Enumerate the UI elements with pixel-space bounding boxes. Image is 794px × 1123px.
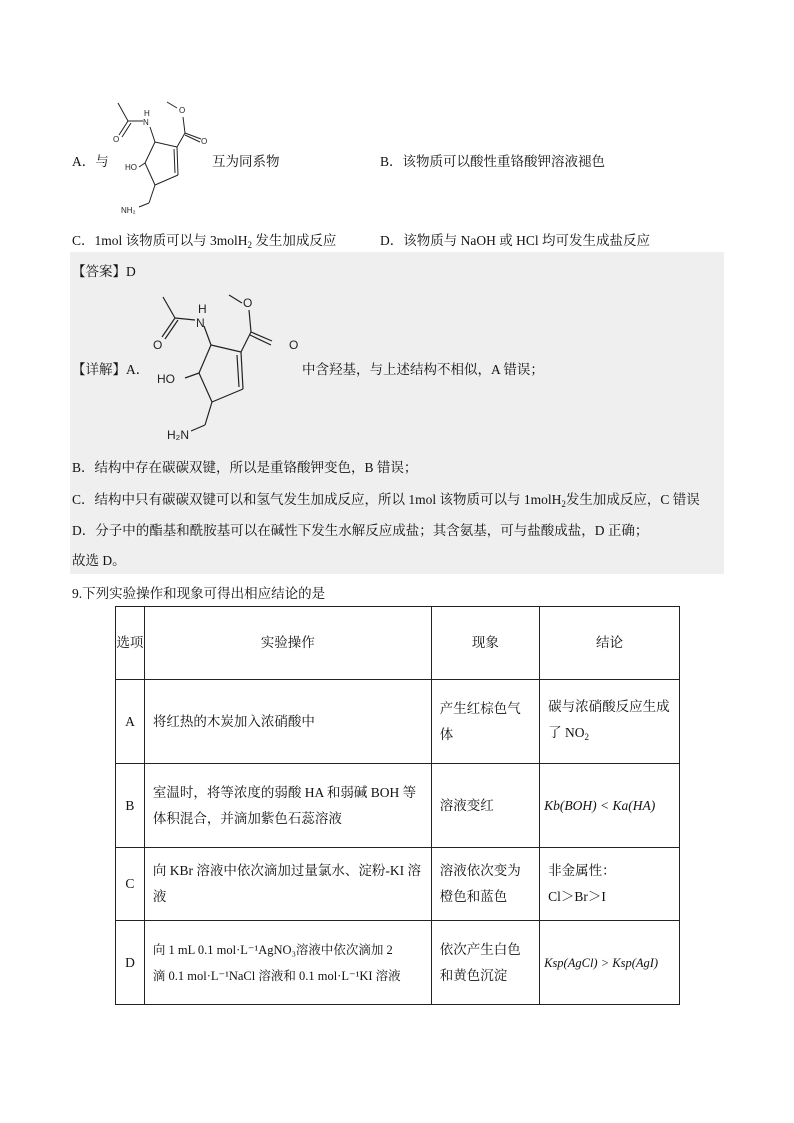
option-d: D．该物质与 NaOH 或 HCl 均可发生成盐反应	[380, 233, 650, 248]
row-c-option: C	[116, 848, 145, 921]
detail-a-suffix: 中含羟基，与上述结构不相似，A 错误；	[302, 362, 544, 377]
row-d-conclusion	[540, 921, 680, 1005]
table-row	[116, 764, 680, 848]
table-header-row	[116, 607, 680, 680]
mol-large-o1: O	[153, 338, 163, 352]
row-b-phenomenon: 溶液变红	[431, 764, 539, 848]
header-operation: 实验操作	[144, 607, 431, 680]
option-b: B．该物质可以酸性重铬酸钾溶液褪色	[380, 154, 606, 169]
mol-large-ho: HO	[157, 372, 175, 386]
mol-large-h2n: H₂N	[167, 428, 189, 442]
header-phenomenon: 现象	[431, 607, 539, 680]
mol-small-ho: HO	[125, 163, 137, 172]
row-d-option: D	[116, 921, 145, 1005]
detail-final: 故选 D。	[72, 553, 126, 568]
row-d-conclusion-math: Ksp(AgCl) > Ksp(AgI)	[544, 955, 659, 970]
mol-small-nh2: NH₂	[121, 206, 136, 215]
mol-small-o3: O	[179, 106, 186, 115]
question9-stem: 9.下列实验操作和现象可得出相应结论的是	[72, 586, 326, 601]
mol-small-o2: O	[201, 137, 208, 146]
mol-small-o1: O	[113, 135, 120, 144]
detail-d: D．分子中的酯基和酰胺基可以在碱性下发生水解反应成盐；其含氨基，可与盐酸成盐，D 正确；	[72, 523, 649, 538]
row-c-phenomenon: 溶液依次变为橙色和蓝色	[431, 848, 539, 921]
mol-large-o2: O	[289, 338, 299, 352]
row-a-phenomenon: 产生红棕色气体	[431, 680, 539, 764]
row-b-conclusion-math: Kb(BOH) < Ka(HA)	[544, 797, 656, 813]
header-conclusion: 结论	[540, 607, 680, 680]
mol-small-h: H	[144, 109, 150, 118]
answer-label: 【答案】D	[72, 264, 136, 279]
row-b-option: B	[116, 764, 145, 848]
mol-large-h: H	[198, 302, 207, 316]
large-molecule-structure	[145, 285, 305, 445]
row-c-conclusion: 非金属性： Cl＞Br＞I	[540, 848, 680, 921]
header-option: 选项	[116, 607, 145, 680]
option-a-prefix: A．与	[72, 154, 109, 169]
table-row	[116, 848, 680, 921]
row-d-phenomenon: 依次产生白色和黄色沉淀	[431, 921, 539, 1005]
row-a-operation: 将红热的木炭加入浓硝酸中	[144, 680, 431, 764]
detail-prefix: 【详解】A．	[72, 362, 150, 377]
row-d-operation: 向 1 mL 0.1 mol·L⁻¹AgNO₃溶液中依次滴加 2 滴 0.1 mol·L⁻¹NaCl 溶液和 0.1 mol·L⁻¹KI 溶液	[144, 921, 431, 1005]
row-b-conclusion	[540, 764, 680, 848]
detail-b: B．结构中存在碳碳双键，所以是重铬酸钾变色，B 错误；	[72, 460, 418, 475]
detail-c: C．结构中只有碳碳双键可以和氢气发生加成反应，所以 1mol 该物质可以与 1molH$_2$发生加成反应，C 错误	[72, 492, 700, 509]
table-row	[116, 921, 680, 1005]
experiment-table	[115, 606, 680, 1005]
mol-small-n: N	[143, 118, 149, 127]
option-c: C．1mol 该物质可以与 3molH$_2$ 发生加成反应	[72, 233, 337, 250]
row-a-option: A	[116, 680, 145, 764]
row-b-operation: 室温时，将等浓度的弱酸 HA 和弱碱 BOH 等体积混合，并滴加紫色石蕊溶液	[144, 764, 431, 848]
mol-large-n: N	[196, 316, 205, 330]
option-a-suffix: 互为同系物	[212, 154, 280, 169]
table-row	[116, 680, 680, 764]
row-c-operation: 向 KBr 溶液中依次滴加过量氯水、淀粉-KI 溶液	[144, 848, 431, 921]
row-a-conclusion: 碳与浓硝酸反应生成了 $NO_2$	[540, 680, 680, 764]
small-molecule-structure	[105, 95, 225, 220]
mol-large-o3: O	[243, 296, 253, 310]
